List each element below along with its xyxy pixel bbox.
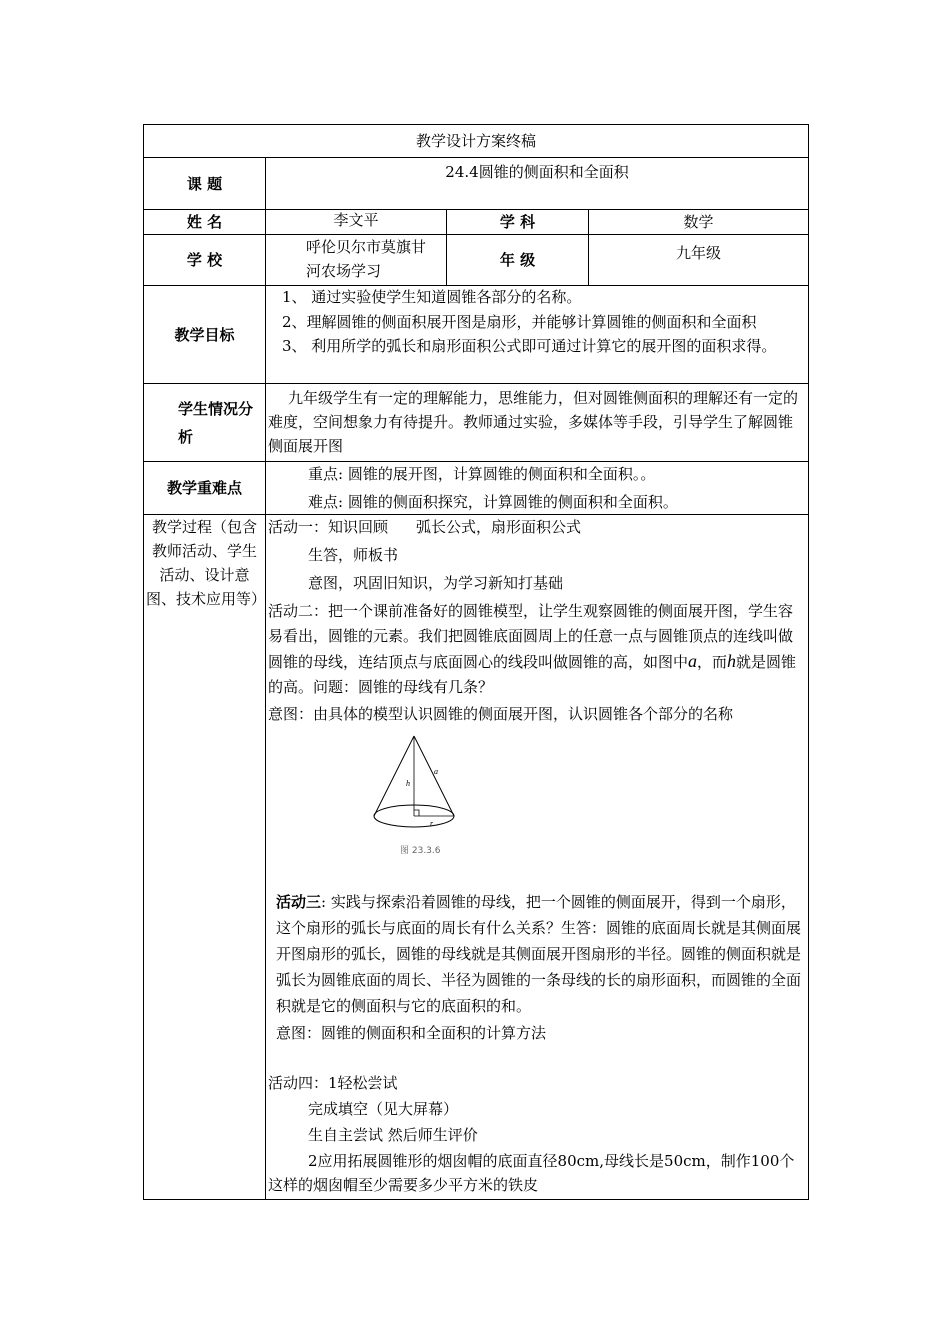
school-value-line1: 呼伦贝尔市莫旗甘 (306, 238, 427, 256)
goal-item-1: 1、 通过实验使学生知道圆锥各部分的名称。 (282, 288, 582, 306)
school-value-line2: 河农场学习 (306, 262, 382, 280)
cone-figure (268, 726, 806, 863)
goal-item-3: 3、 利用所学的弧长和扇形面积公式即可通过计算它的展开图的面积求得。 (282, 337, 777, 355)
process-content (266, 515, 809, 1200)
activity3-paragraph (268, 889, 806, 1019)
activity4-title: 活动四：1轻松尝试 (268, 1074, 398, 1092)
figure-caption: 图 23.3.6 (400, 846, 441, 856)
activity1-line (268, 515, 806, 539)
activity1-intent: 意图，巩固旧知识，为学习新知打基础 (308, 574, 564, 592)
goals-label: 教学目标 (144, 286, 266, 384)
document-title: 教学设计方案终稿 (144, 125, 809, 158)
activity2-mid: ，而 (697, 653, 728, 671)
activity4-line2: 生自主尝试 然后师生评价 (308, 1126, 478, 1144)
activity1-answer: 生答，师板书 (308, 546, 399, 564)
subject-label: 学 科 (447, 210, 589, 235)
subject-value: 数学 (589, 210, 809, 235)
activity2-end: 就是圆锥的高。问题：圆锥的母线有几条？ (268, 653, 797, 696)
name-label: 姓 名 (144, 210, 266, 235)
lesson-plan-table (143, 124, 809, 1200)
cone-label-a: a (434, 767, 438, 776)
cone-label-h: h (406, 779, 410, 788)
grade-label: 年 级 (447, 235, 589, 286)
activity3-text: : 实践与探索沿着圆锥的母线，把一个圆锥的侧面展开，得到一个扇形，这个扇形的弧长与底面的周长有什么关系？生答：圆锥的底面周长就是其侧面展开图扇形的弧长，圆锥的母线就是其侧面展开图扇形的半径。圆锥的侧面积就是弧长为圆锥底面的周长、半径为圆锥的一条母线的长的扇形面积，而圆锥的全面积就是它的侧面积与它的底面积的和。 (276, 893, 802, 1015)
activity2-var-h: h (727, 651, 737, 671)
activity2-text: 活动二：把一个课前准备好的圆锥模型，让学生观察圆锥的侧面展开图，学生容易看出，圆锥的元素。我们把圆锥底面圆周上的任意一点与圆锥顶点的连线叫做圆锥的母线，连结顶点与底面圆心的线段叫做圆锥的高，如图中 (268, 602, 794, 671)
process-label: 教学过程（包含教师活动、学生活动、设计意图、技术应用等） (144, 515, 266, 1200)
keypoint-key: 重点: 圆锥的展开图，计算圆锥的侧面积和全面积。。 (308, 465, 656, 483)
lesson-plan-sheet (143, 124, 808, 1200)
activity3-label: 活动三 (276, 893, 322, 911)
goal-item-2: 2、理解圆锥的侧面积展开图是扇形，并能够计算圆锥的侧面积和全面积 (282, 313, 757, 331)
cone-left-edge (374, 736, 414, 816)
activity1-content: 弧长公式，扇形面积公式 (416, 518, 582, 536)
students-content: 九年级学生有一定的理解能力，思维能力，但对圆锥侧面积的理解还有一定的难度，空间想象力有待提升。教师通过实验，多媒体等手段，引导学生了解圆锥侧面展开图 (266, 384, 809, 462)
grade-value: 九年级 (589, 235, 809, 286)
cone-diagram (372, 730, 472, 834)
keypoint-hard: 难点: 圆锥的侧面积探究，计算圆锥的侧面积和全面积。 (308, 493, 678, 511)
right-angle-mark (414, 810, 419, 816)
topic-label: 课 题 (144, 158, 266, 210)
school-value (266, 235, 447, 286)
students-label: 学生情况分析 (144, 384, 266, 462)
school-label: 学 校 (144, 235, 266, 286)
cone-label-r: r (430, 819, 434, 828)
activity1-title: 活动一：知识回顾 (268, 518, 389, 536)
goals-content (266, 286, 809, 384)
activity2-var-a: a (688, 651, 698, 671)
cone-right-edge (414, 736, 454, 816)
keypoints-label: 教学重难点 (144, 462, 266, 515)
activity3-intent: 意图：圆锥的侧面积和全面积的计算方法 (276, 1024, 547, 1042)
activity4-line1: 完成填空（见大屏幕） (308, 1100, 459, 1118)
activity4-line3: 2应用拓展圆锥形的烟囱帽的底面直径80cm,母线长是50cm，制作100个这样的烟囱帽至少需要多少平方米的铁皮 (268, 1152, 795, 1194)
activity2-paragraph (268, 599, 806, 700)
keypoints-content (266, 462, 809, 515)
topic-value: 24.4圆锥的侧面积和全面积 (266, 158, 809, 210)
activity2-intent: 意图：由具体的模型认识圆锥的侧面展开图，认识圆锥各个部分的名称 (268, 705, 734, 723)
name-value: 李文平 (266, 210, 447, 235)
